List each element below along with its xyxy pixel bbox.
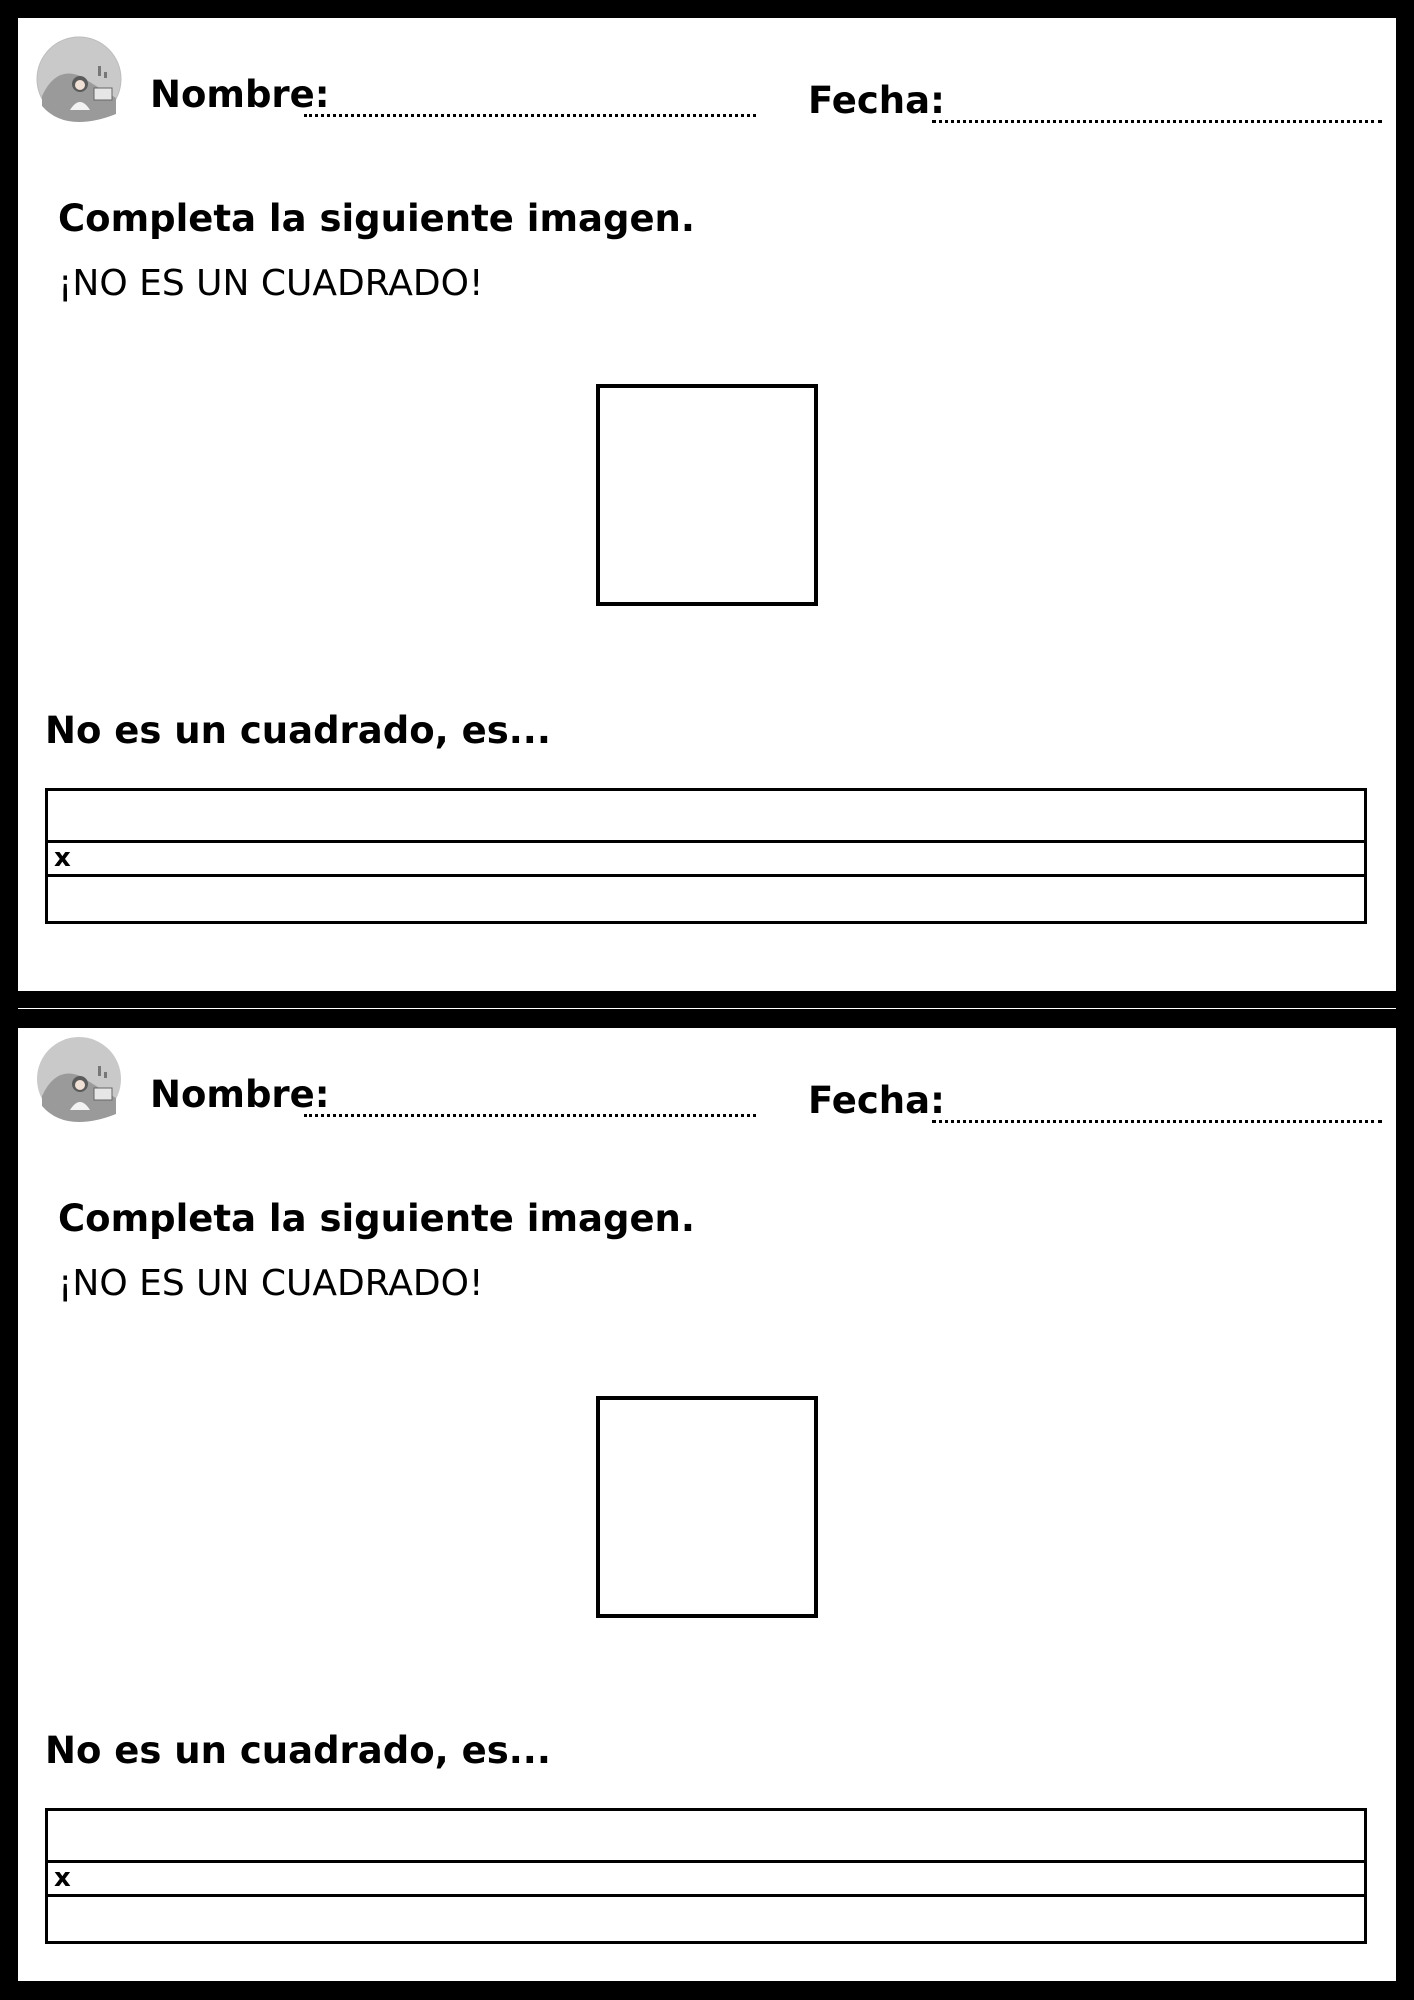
answer-line-bottom[interactable] (48, 1897, 1364, 1941)
date-label: Fecha: (808, 79, 945, 122)
prompt-text: No es un cuadrado, es... (45, 1729, 551, 1772)
teacher-avatar-logo-icon (36, 1036, 122, 1122)
answer-line-top[interactable] (48, 791, 1364, 843)
instruction-text: Completa la siguiente imagen. (58, 197, 695, 240)
answer-line-top[interactable] (48, 1811, 1364, 1863)
worksheet-card-2 (18, 1028, 1396, 1981)
square-drawing-area[interactable] (596, 384, 818, 606)
name-label: Nombre: (150, 1073, 330, 1116)
worksheet-card-1 (18, 18, 1396, 991)
date-label: Fecha: (808, 1079, 945, 1122)
answer-line-middle[interactable] (48, 843, 1364, 877)
answer-line-bottom[interactable] (48, 877, 1364, 921)
name-line[interactable] (304, 114, 756, 117)
answer-writing-lines[interactable] (45, 788, 1367, 924)
cut-line (18, 1008, 1396, 1009)
answer-mark: x (54, 1863, 71, 1893)
answer-writing-lines[interactable] (45, 1808, 1367, 1944)
date-line[interactable] (932, 1120, 1382, 1123)
name-line[interactable] (304, 1114, 756, 1117)
hint-text: ¡NO ES UN CUADRADO! (58, 263, 484, 304)
answer-mark: x (54, 843, 71, 873)
square-drawing-area[interactable] (596, 1396, 818, 1618)
teacher-avatar-logo-icon (36, 36, 122, 122)
instruction-text: Completa la siguiente imagen. (58, 1197, 695, 1240)
name-label: Nombre: (150, 73, 330, 116)
date-line[interactable] (932, 120, 1382, 123)
answer-line-middle[interactable] (48, 1863, 1364, 1897)
hint-text: ¡NO ES UN CUADRADO! (58, 1263, 484, 1304)
prompt-text: No es un cuadrado, es... (45, 709, 551, 752)
